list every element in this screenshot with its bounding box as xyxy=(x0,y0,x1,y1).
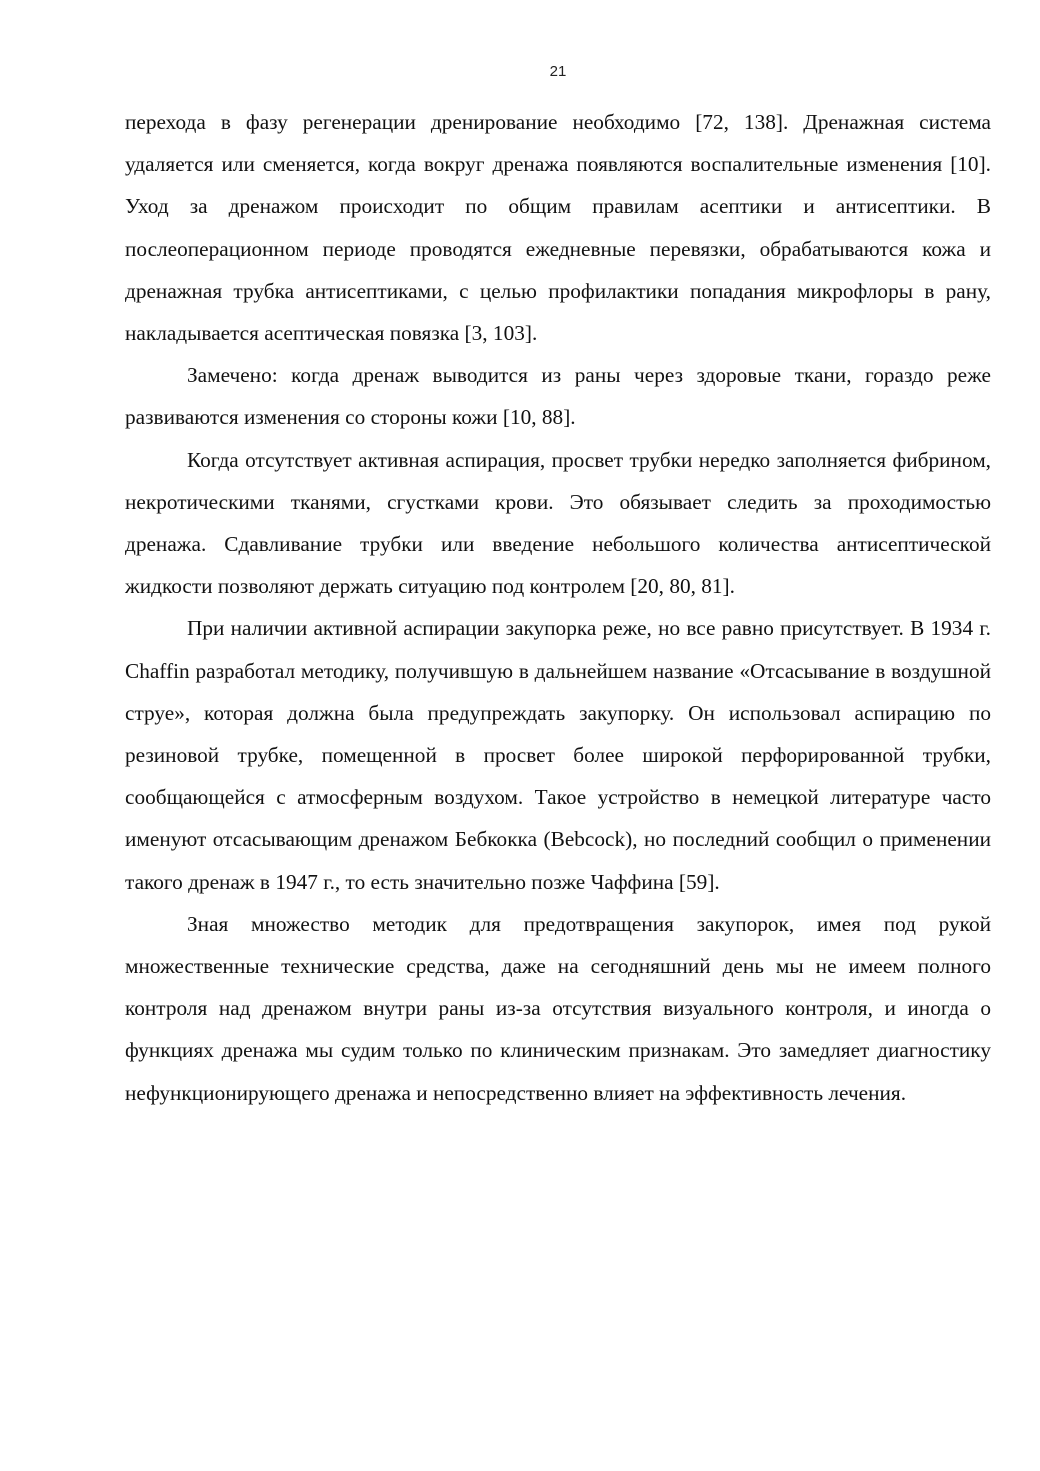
paragraph: При наличии активной аспирации закупорка реже, но все равно присутствует. В 1934 г. Chaffin разработал методику, получившую в дальнейшем название «Отсасывание в воздушной струе», которая должна была предупреждать закупорку. Он использовал аспирацию по резиновой трубке, помещенной в просвет более широкой перфорированной трубки, сообщающейся с атмосферным воздухом. Такое устройство в немецкой литературе часто именуют отсасывающим дренажом Бебкокка (Bebcock), но последний сообщил о применении такого дренаж в 1947 г., то есть значительно позже Чаффина [59]. xyxy=(125,616,991,894)
document-body xyxy=(125,101,991,1114)
paragraph: Когда отсутствует активная аспирация, просвет трубки нередко заполняется фибрином, некротическими тканями, сгустками крови. Это обязывает следить за проходимостью дренажа. Сдавливание трубки или введение небольшого количества антисептической жидкости позволяют держать ситуацию под контролем [20, 80, 81]. xyxy=(125,447,991,599)
page-number: 21 xyxy=(549,63,567,80)
paragraph: Зная множество методик для предотвращения закупорок, имея под рукой множественные технические средства, даже на сегодняшний день мы не имеем полного контроля над дренажом внутри раны из-за отсутствия визуального контроля, и иногда о функциях дренажа мы судим только по клиническим признакам. Это замедляет диагностику нефункционирующего дренажа и непосредственно влияет на эффективность лечения. xyxy=(125,911,991,1105)
paragraph-continued: перехода в фазу регенерации дренирование необходимо [72, 138]. Дренажная система удаляется или сменяется, когда вокруг дренажа появляются воспалительные изменения [10]. Уход за дренажом происходит по общим правилам асептики и антисептики. В послеоперационном периоде проводятся ежедневные перевязки, обрабатываются кожа и дренажная трубка антисептиками, с целью профилактики попадания микрофлоры в рану, накладывается асептическая повязка [3, 103]. xyxy=(125,110,991,346)
paragraph: Замечено: когда дренаж выводится из раны через здоровые ткани, гораздо реже развиваются изменения со стороны кожи [10, 88]. xyxy=(125,363,991,430)
